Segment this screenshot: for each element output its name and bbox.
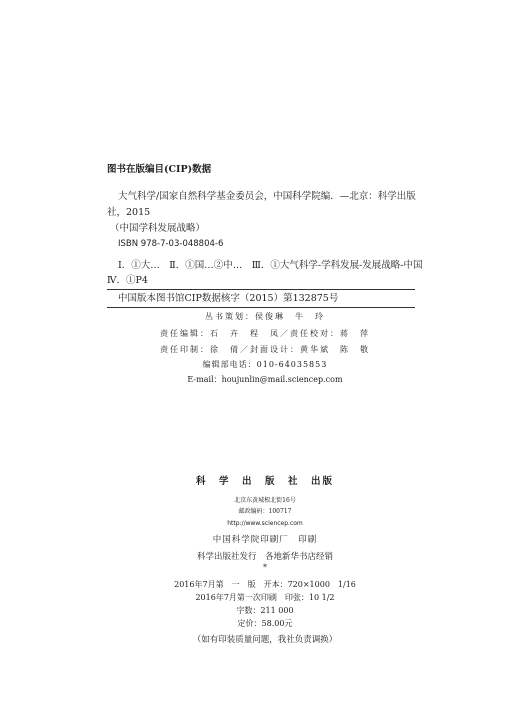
cip-classification: Ⅰ．①大… Ⅱ．①国…②中… Ⅲ．①大气科学-学科发展-发展战略-中国 xyxy=(118,260,423,271)
quality-notice: （如有印装质量问题，我社负责调换） xyxy=(192,635,338,645)
publisher-address: 北京东黄城根北街16号 xyxy=(234,497,296,504)
series-planning: 丛书策划：侯俊琳 牛 玲 xyxy=(205,312,325,321)
word-count: 字数：211 000 xyxy=(236,606,294,615)
editorial-phone: 编辑部电话：010-64035853 xyxy=(202,360,328,369)
publisher-website: http://www.sciencep.com xyxy=(227,520,303,527)
cip-line: （中国学科发展战略） xyxy=(110,223,206,234)
cip-rule-bottom xyxy=(107,307,415,308)
price: 定价：58.00元 xyxy=(237,619,293,628)
cip-heading: 图书在版编目(CIP)数据 xyxy=(107,164,212,175)
cip-record-number: 中国版本图书馆CIP数据核字（2015）第132875号 xyxy=(118,293,339,304)
printer: 中国科学院印刷厂 印刷 xyxy=(212,535,318,545)
cip-line: 社，2015 xyxy=(107,207,151,218)
cip-rule-top xyxy=(107,289,415,290)
cip-classification-number: Ⅳ．①P4 xyxy=(107,275,148,286)
publisher-name: 科 学 出 版 社 出版 xyxy=(195,476,334,487)
edition-info: 2016年7月第 一 版 开本：720×1000 1/16 xyxy=(174,580,356,589)
editorial-email: E-mail：houjunlin@mail.sciencep.com xyxy=(187,375,343,384)
printing-info: 2016年7月第一次印刷 印张：10 1/2 xyxy=(195,593,335,602)
separator-asterisk: * xyxy=(263,563,267,572)
production-design: 责任印制：徐 倩／封面设计：黄华斌 陈 敬 xyxy=(160,345,370,354)
postal-code: 邮政编码：100717 xyxy=(238,508,292,515)
responsible-editors: 责任编辑：石 卉 程 凤／责任校对：蒋 萍 xyxy=(160,329,370,338)
distribution: 科学出版社发行 各地新华书店经销 xyxy=(196,552,333,562)
cip-isbn: ISBN 978-7-03-048804-6 xyxy=(118,239,224,249)
cip-line: 大气科学/国家自然科学基金委员会，中国科学院编．—北京：科学出版 xyxy=(118,191,416,202)
